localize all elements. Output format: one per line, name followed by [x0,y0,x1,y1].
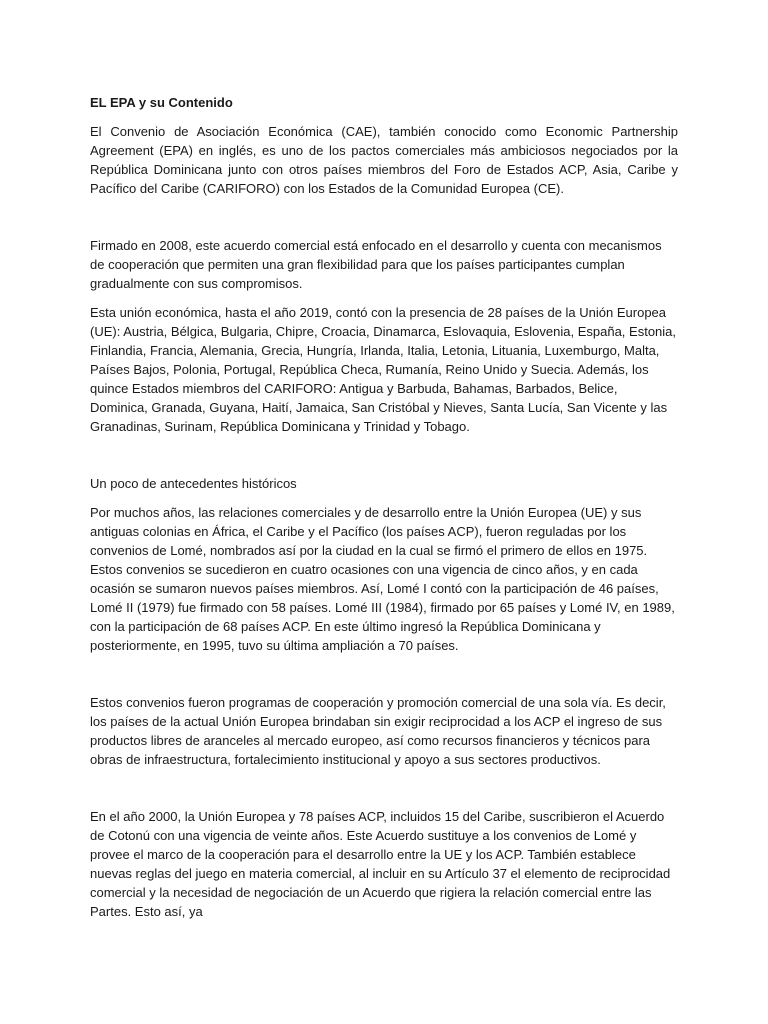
paragraph-intro: El Convenio de Asociación Económica (CAE), también conocido como Economic Partnership Agreement (EPA) en inglés, es uno de los pactos comerciales más ambiciosos negociados por la República Dominicana junto con otros países miembros del Foro de Estados ACP, Asia, Caribe y Pacífico del Caribe (CARIFORO) con los Estados de la Comunidad Europea (CE). [90,124,678,196]
paragraph-one-way: Estos convenios fueron programas de cooperación y promoción comercial de una sola vía. Es decir, los países de la actual Unión Europea brindaban sin exigir reciprocidad a los ACP el ingreso de sus productos libres de aranceles al mercado europeo, así como recursos financieros y técnicos para obras de infraestructura, fortalecimiento institucional y apoyo a sus sectores productivos. [90,695,666,767]
paragraph-members: Esta unión económica, hasta el año 2019, contó con la presencia de 28 países de la Unión Europea (UE): Austria, Bélgica, Bulgaria, Chipre, Croacia, Dinamarca, Eslovaquia, Eslovenia, España, Estonia, Finlandia, Francia, Alemania, Grecia, Hungría, Irlanda, Italia, Letonia, Lituania, Luxemburgo, Malta, Países Bajos, Polonia, Portugal, República Checa, Rumanía, Reino Unido y Suecia. Además, los quince Estados miembros del CARIFORO: Antigua y Barbuda, Bahamas, Barbados, Belice, Dominica, Granada, Guyana, Haití, Jamaica, San Cristóbal y Nieves, Santa Lucía, San Vicente y las Granadinas, Surinam, República Dominicana y Trinidad y Tobago. [90,305,677,434]
document-title: EL EPA y su Contenido [90,95,233,110]
paragraph-signed: Firmado en 2008, este acuerdo comercial está enfocado en el desarrollo y cuenta con mecanismos de cooperación que permiten una gran flexibilidad para que los países participantes cumplan gradualmente con sus compromisos. [90,238,662,291]
section-subtitle: Un poco de antecedentes históricos [90,476,297,491]
paragraph-cotonou: En el año 2000, la Unión Europea y 78 países ACP, incluidos 15 del Caribe, suscribieron el Acuerdo de Cotonú con una vigencia de veinte años. Este Acuerdo sustituye a los convenios de Lomé y provee el marco de la cooperación para el desarrollo entre la UE y los ACP. También establece nuevas reglas del juego en materia comercial, al incluir en su Artículo 37 el elemento de reciprocidad comercial y la necesidad de negociación de un Acuerdo que rigiera la relación comercial entre las Partes. Esto así, ya [90,809,671,919]
paragraph-lome: Por muchos años, las relaciones comerciales y de desarrollo entre la Unión Europea (UE) y sus antiguas colonias en África, el Caribe y el Pacífico (los países ACP), fueron reguladas por los convenios de Lomé, nombrados así por la ciudad en la cual se firmó el primero de ellos en 1975. Estos convenios se sucedieron en cuatro ocasiones con una vigencia de cinco años, y en cada ocasión se sumaron nuevos países miembros. Así, Lomé I contó con la participación de 46 países, Lomé II (1979) fue firmado con 58 países. Lomé III (1984), firmado por 65 países y Lomé IV, en 1989, con la participación de 68 países ACP. En este último ingresó la República Dominicana y posteriormente, en 1995, tuvo su última ampliación a 70 países. [90,505,675,653]
